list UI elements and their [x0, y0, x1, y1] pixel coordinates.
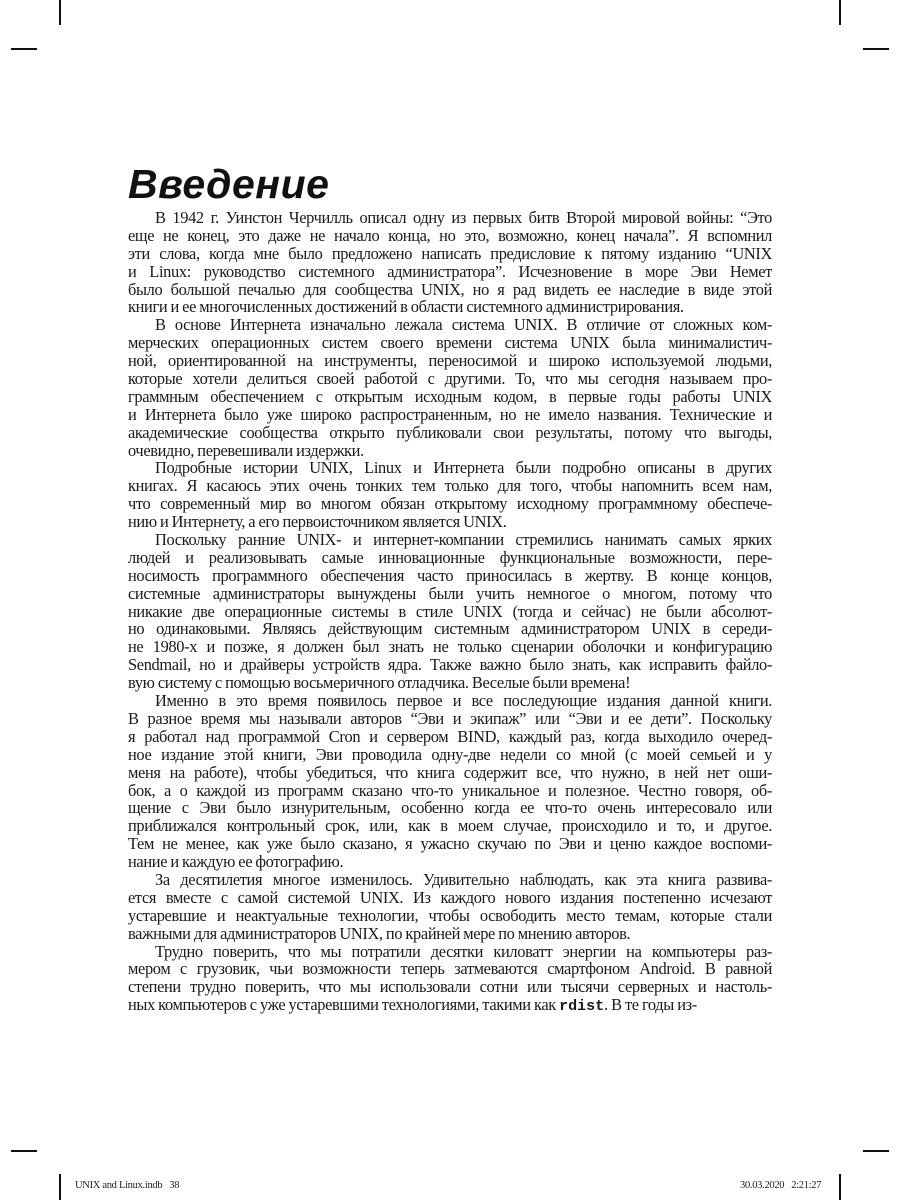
body-text: [128, 209, 772, 1014]
text-line: которые хотели делиться своей работой с другими. То, что мы сегодня называем про-: [128, 369, 772, 389]
text-line: нию и Интернету, а его первоисточником является UNIX.: [128, 512, 507, 532]
text-line: важными для администраторов UNIX, по крайней мере по мнению авторов.: [128, 923, 631, 943]
footer-timestamp: 30.03.2020 2:21:27: [740, 1180, 822, 1191]
crop-mark-top-right-horizontal: [863, 48, 889, 50]
text-line: очевидно, перевешивали издержки.: [128, 440, 364, 460]
text-segment: ных компьютеров с уже устаревшими технологиями, такими как: [128, 995, 560, 1015]
text-line: книги и ее многочисленных достижений в области системного администрирования.: [128, 297, 684, 317]
text-line: [128, 996, 772, 1014]
text-line: что современный мир во многом обязан открытому исходному программному обеспече-: [128, 494, 772, 514]
text-line: системные администраторы вынуждены были учить немногое о многом, потому что: [128, 583, 772, 603]
text-line: граммным обеспечением с открытым исходным кодом, в первые годы работы UNIX: [128, 386, 772, 406]
text-line: мером с грузовик, чьи возможности теперь затмеваются смартфоном Android. В равной: [128, 959, 772, 979]
text-line: вую систему с помощью восьмеричного отладчика. Веселые были времена!: [128, 673, 631, 693]
text-line: мерческих операционных систем своего времени система UNIX была минималистич-: [128, 333, 772, 353]
text-line: В основе Интернета изначально лежала система UNIX. В отличие от сложных ком-: [155, 315, 772, 335]
text-line: ной, ориентированной на инструменты, переносимой и широко используемой людьми,: [128, 351, 772, 371]
text-line: Поскольку ранние UNIX- и интернет-компании стремились нанимать самых ярких: [155, 530, 772, 550]
text-line: В разное время мы называли авторов “Эви и экипаж” или “Эви и ее дети”. Поскольку: [128, 708, 772, 728]
crop-mark-top-left-horizontal: [11, 48, 37, 50]
text-line: и Интернета было уже широко распространенным, но не имело названия. Технические и: [128, 404, 772, 424]
crop-mark-top-right-vertical: [839, 0, 841, 25]
text-line: никакие две операционные системы в стиле UNIX (тогда и сейчас) не были абсолют-: [128, 601, 772, 621]
text-line: степени трудно поверить, что мы использовали сотни или тысячи серверных и настоль-: [128, 977, 772, 997]
crop-mark-bottom-right-horizontal: [863, 1150, 889, 1152]
text-line: Sendmail, но и драйверы устройств ядра. Также важно было знать, как исправить файло-: [128, 655, 772, 675]
crop-mark-top-left-vertical: [59, 0, 61, 25]
text-line: нание и каждую ее фотографию.: [128, 852, 344, 872]
text-line: устаревшие и неактуальные технологии, чтобы освободить место темам, которые стали: [128, 905, 772, 925]
text-line: щение с Эви было изнурительным, особенно когда ее что-то очень интересовало или: [128, 798, 772, 818]
text-line: Подробные истории UNIX, Linux и Интернета были подробно описаны в других: [155, 458, 772, 478]
text-line: ется вместе с самой системой UNIX. Из каждого нового издания постепенно исчезают: [128, 887, 772, 907]
text-line: я работал над программой Cron и сервером BIND, каждый раз, когда выходило очеред-: [128, 726, 772, 746]
text-line: Тем не менее, как уже было сказано, я ужасно скучаю по Эви и ценю каждое воспоми-: [128, 834, 772, 854]
text-line: ное издание этой книги, Эви проводила одну-две недели со мной (с моей семьей и у: [128, 744, 772, 764]
text-line: За десятилетия многое изменилось. Удивительно наблюдать, как эта книга развива-: [155, 869, 772, 889]
text-line: В 1942 г. Уинстон Черчилль описал одну из первых битв Второй мировой войны: “Это: [155, 208, 772, 227]
text-line: меня на работе), чтобы убедиться, что книга содержит все, что нужно, в ней нет оши-: [128, 762, 772, 782]
text-line: людей и реализовывать самые инновационные функциональные возможности, пере-: [128, 547, 772, 567]
crop-mark-bottom-left-horizontal: [11, 1150, 37, 1152]
footer-file-label: UNIX and Linux.indb 38: [75, 1180, 180, 1191]
text-line: академические сообщества открыто публиковали свои результаты, потому что выгоды,: [128, 422, 772, 442]
text-line: носимость программного обеспечения часто приносилась в жертву. В конце концов,: [128, 565, 772, 585]
inline-code: rdist: [559, 998, 605, 1016]
text-line: бок, а о каждой из программ сказано что-то уникальное и полезное. Честно говоря, об-: [128, 780, 772, 800]
text-line: и Linux: руководство системного администратора”. Исчезновение в море Эви Немет: [128, 261, 772, 281]
text-line: эти слова, когда мне было предложено написать предисловие к пятому изданию “UNIX: [128, 243, 772, 263]
text-line: книгах. Я касаюсь этих очень тонких тем только для того, чтобы напомнить всем нам,: [128, 476, 772, 496]
text-line: приближался контрольный срок, или, как в моем случае, происходило и то, и другое.: [128, 816, 772, 836]
crop-mark-bottom-right-vertical: [839, 1174, 841, 1200]
text-line: но одинаковыми. Являясь действующим системным администратором UNIX в середи-: [128, 619, 772, 639]
text-segment: . В те годы из-: [604, 995, 697, 1015]
text-line: Именно в это время появилось первое и все последующие издания данной книги.: [155, 691, 772, 711]
page-title: Введение: [128, 161, 330, 207]
text-line: не 1980-х и позже, я должен был знать не только сценарии оболочки и конфигурацию: [128, 637, 772, 657]
text-line: было большой печалью для сообщества UNIX, но я рад видеть ее наследие в виде этой: [128, 279, 772, 299]
text-line: Трудно поверить, что мы потратили десятки киловатт энергии на компьютеры раз-: [155, 941, 772, 961]
crop-mark-bottom-left-vertical: [59, 1174, 61, 1200]
text-line: еще не конец, это даже не начало конца, но это, возможно, конец начала”. Я вспомнил: [128, 225, 772, 245]
